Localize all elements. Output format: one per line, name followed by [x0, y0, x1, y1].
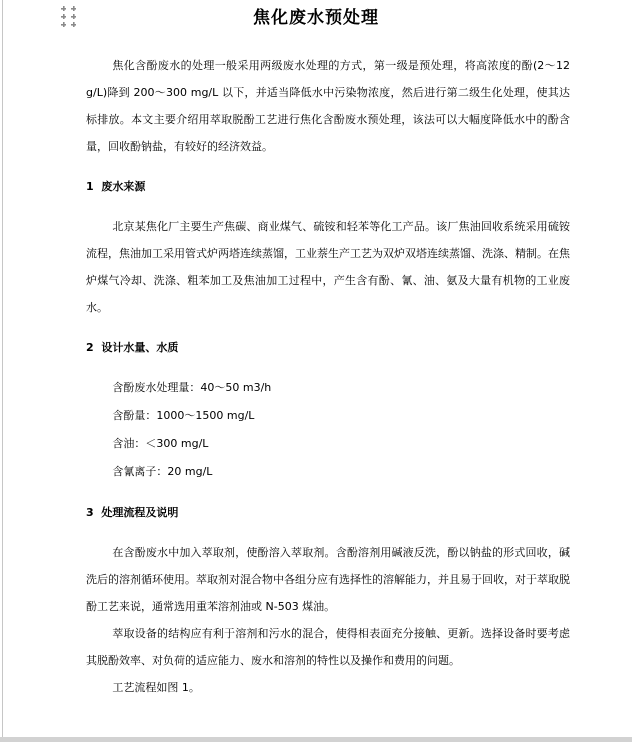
section-2-heading: 2 设计水量、水质	[86, 341, 179, 354]
spec-item-phenol-content: 含酚量：1000～1500 mg/L	[112, 409, 255, 422]
section-3-paragraph-2: 萃取设备的结构应有利于溶剂和污水的混合，使得相表面充分接触、更新。选择设备时要考虑其脱酚效率、对负荷的适应能力、废水和溶剂的特性以及操作和费用的问题。	[86, 627, 570, 667]
section-1-paragraph: 北京某焦化厂主要生产焦碳、商业煤气、硫铵和轻苯等化工产品。该厂焦油回收系统采用硫铵流程，焦油加工采用管式炉两塔连续蒸馏，工业萘生产工艺为双炉双塔连续蒸馏、洗涤、精制。在焦炉煤气冷却、洗涤、粗苯加工及焦油加工过程中，产生含有酚、氰、油、氨及大量有机物的工业废水。	[86, 220, 570, 314]
design-spec-list	[86, 374, 570, 486]
spec-item-flow-rate: 含酚废水处理量：40～50 m3/h	[112, 381, 272, 394]
document-title: 焦化废水预处理	[253, 8, 379, 28]
spec-item-oil-content: 含油：＜300 mg/L	[112, 437, 209, 450]
spec-item-cyanide-content: 含氰离子：20 mg/L	[112, 465, 213, 478]
section-3-heading: 3 处理流程及说明	[86, 506, 179, 519]
intro-paragraph: 焦化含酚废水的处理一般采用两级废水处理的方式，第一级是预处理，将高浓度的酚(2～12 g/L)降到 200～300 mg/L 以下，并适当降低水中污染物浓度，然后进行第二级生化处理，使其达标排放。本文主要介绍用萃取脱酚工艺进行焦化含酚废水预处理，该法可以大幅度降低水中的酚含量，回收酚钠盐，有较好的经济效益。	[86, 59, 574, 153]
section-1-heading: 1 废水来源	[86, 180, 146, 193]
section-3-paragraph-3: 工艺流程如图 1。	[112, 681, 200, 694]
section-3-paragraph-1: 在含酚废水中加入萃取剂，使酚溶入萃取剂。含酚溶剂用碱液反洗，酚以钠盐的形式回收，碱洗后的溶剂循环使用。萃取剂对混合物中各组分应有选择性的溶解能力，并且易于回收，对于萃取脱酚工艺来说，通常选用重苯溶剂油或 N-503 煤油。	[86, 546, 570, 613]
page-bottom-border	[0, 737, 632, 742]
